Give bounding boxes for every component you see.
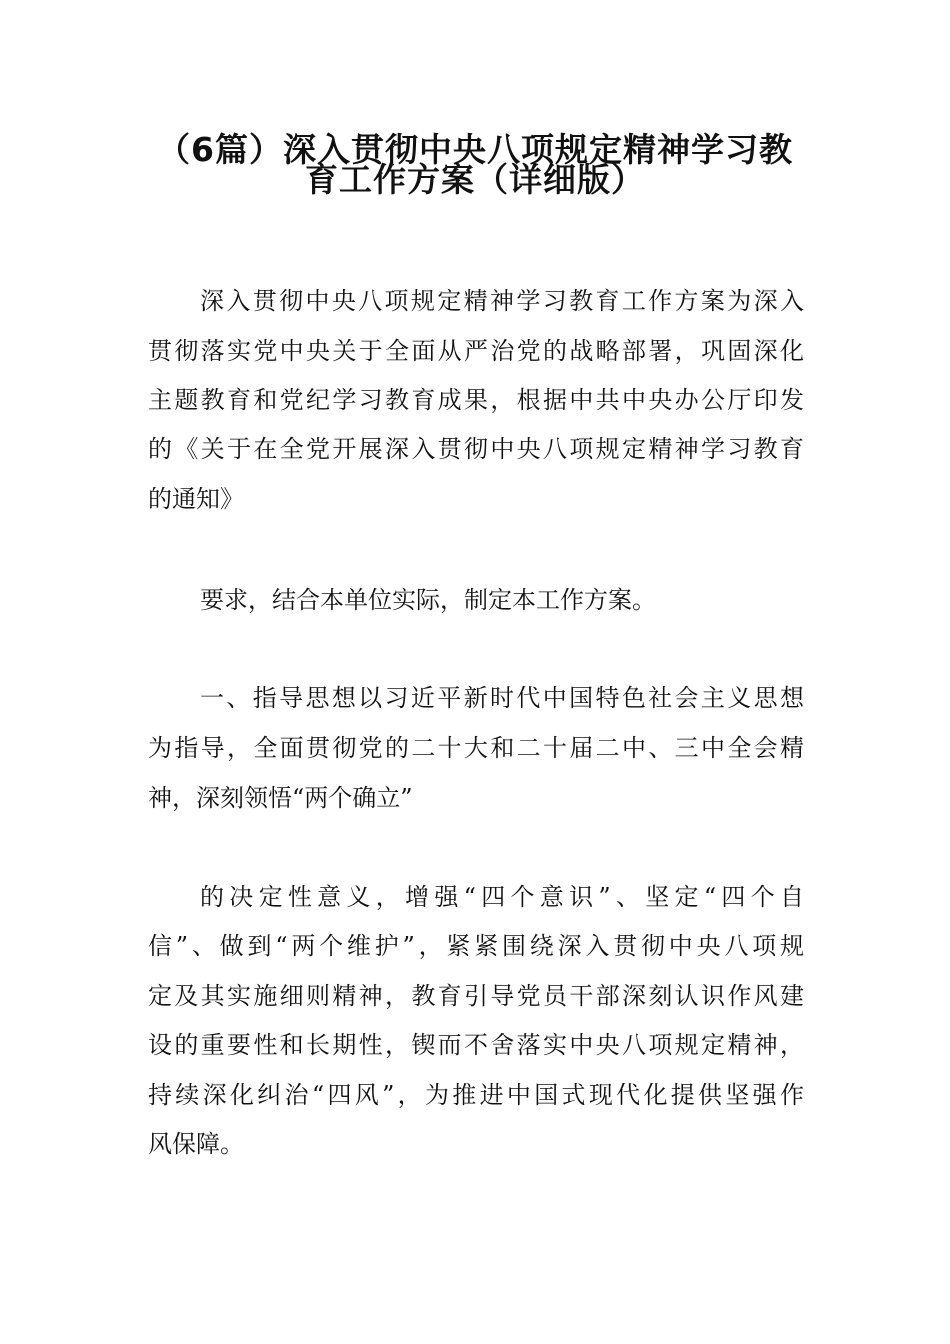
paragraph-4-line-1: 的决定性意义，增强“四个意识”、坚定“四个自: [200, 883, 804, 911]
document-title-line-2: 育工作方案（详细版）: [305, 160, 645, 199]
paragraph-4-line-4: 设的重要性和长期性，锲而不舍落实中央八项规定精神，: [148, 1031, 804, 1059]
paragraph-4-line-6: 风保障。: [148, 1130, 244, 1158]
paragraph-1-line-3: 主题教育和党纪学习教育成果，根据中共中央办公厅印发: [148, 386, 804, 414]
document-title-line-1: （6篇）深入贯彻中央八项规定精神学习教: [157, 130, 793, 169]
paragraph-1-line-1: 深入贯彻中央八项规定精神学习教育工作方案为深入: [200, 287, 804, 315]
paragraph-4-line-3: 定及其实施细则精神，教育引导党员干部深刻认识作风建: [148, 982, 804, 1010]
paragraph-2-line-1: 要求，结合本单位实际，制定本工作方案。: [200, 586, 656, 614]
paragraph-3-line-2: 为指导，全面贯彻党的二十大和二十届二中、三中全会精: [148, 734, 804, 762]
paragraph-3-line-1: 一、指导思想以习近平新时代中国特色社会主义思想: [200, 684, 804, 712]
paragraph-1-line-5: 的通知》: [148, 485, 244, 513]
paragraph-3-line-3: 神，深刻领悟“两个确立”: [148, 784, 413, 812]
paragraph-1-line-4: 的《关于在全党开展深入贯彻中央八项规定精神学习教育: [148, 435, 804, 463]
paragraph-1-line-2: 贯彻落实党中央关于全面从严治党的战略部署，巩固深化: [148, 337, 804, 365]
paragraph-4-line-2: 信”、做到“两个维护”，紧紧围绕深入贯彻中央八项规: [148, 932, 804, 960]
paragraph-4-line-5: 持续深化纠治“四风”，为推进中国式现代化提供坚强作: [148, 1081, 804, 1109]
